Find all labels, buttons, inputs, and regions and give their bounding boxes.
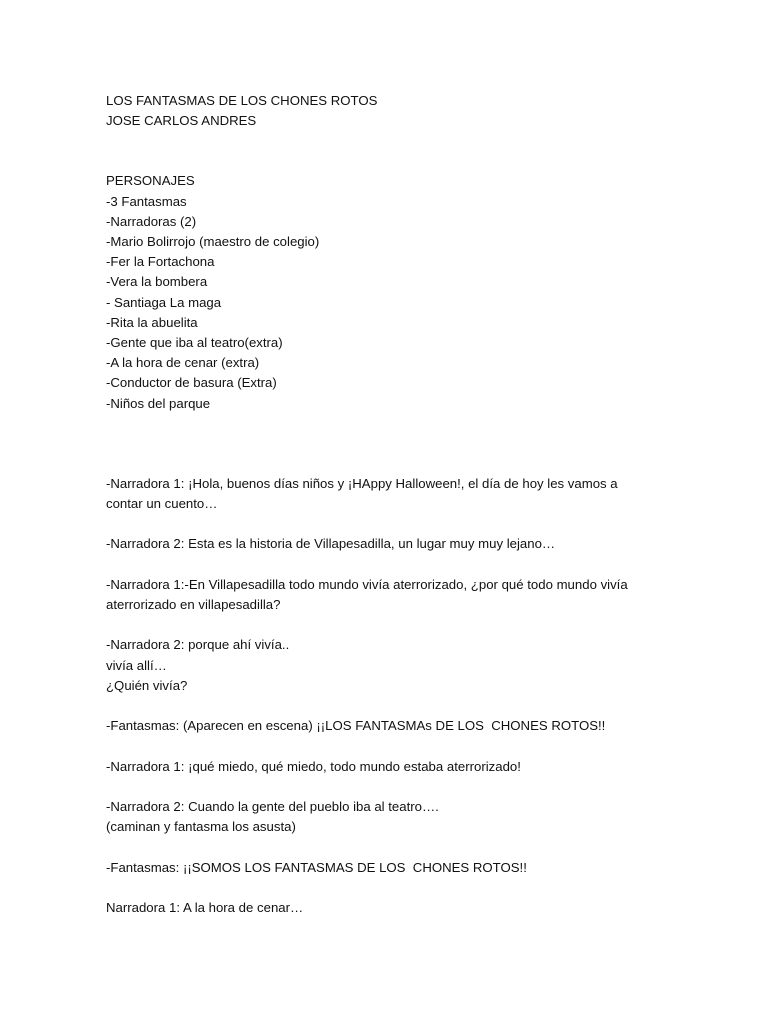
dialogue-line: -Narradora 2: Esta es la historia de Villapesadilla, un lugar muy muy lejano…: [106, 536, 556, 552]
dialogue-paragraph: [106, 858, 666, 878]
dialogue-paragraph: [106, 898, 666, 918]
cast-item: -Vera la bombera: [106, 274, 208, 290]
cast-item: -Conductor de basura (Extra): [106, 375, 277, 391]
cast-list: [106, 192, 666, 414]
dialogue-line: -Narradora 2: Cuando la gente del pueblo iba al teatro….: [106, 799, 439, 814]
dialogue-paragraph: [106, 757, 666, 777]
cast-item: -3 Fantasmas: [106, 193, 187, 209]
cast-item: -Gente que iba al teatro(extra): [106, 335, 283, 351]
dialogue-line: -Narradora 2: porque ahí vivía..: [106, 637, 290, 653]
cast-item: - Santiaga La maga: [106, 294, 222, 310]
dialogue-paragraph: [106, 797, 666, 837]
cast-item: -Narradoras (2): [106, 213, 197, 229]
cast-heading: PERSONAJES: [106, 173, 195, 189]
dialogue-line: aterrorizado en villapesadilla?: [106, 597, 281, 613]
dialogue-line: -Narradora 1: ¡qué miedo, qué miedo, todo mundo estaba aterrorizado!: [106, 758, 521, 774]
dialogue-line: (caminan y fantasma los asusta): [106, 819, 296, 835]
dialogue-paragraph: [106, 575, 666, 615]
dialogue-line: vivía allí…: [106, 657, 167, 673]
dialogue-line: contar un cuento…: [106, 496, 218, 512]
document-body: [106, 91, 666, 918]
cast-item: -Niños del parque: [106, 395, 211, 411]
document-title: LOS FANTASMAS DE LOS CHONES ROTOS: [106, 93, 378, 108]
cast-item: -Mario Bolirrojo (maestro de colegio): [106, 234, 320, 250]
dialogue-paragraph: [106, 474, 666, 514]
dialogue-line: -Fantasmas: (Aparecen en escena) ¡¡LOS FANTASMAs DE LOS CHONES ROTOS!!: [106, 718, 606, 734]
dialogue-line: ¿Quién vivía?: [106, 677, 188, 693]
document-author: JOSE CARLOS ANDRES: [106, 113, 257, 129]
dialogue-paragraph: [106, 534, 666, 554]
dialogue-paragraph: [106, 635, 666, 696]
cast-item: -A la hora de cenar (extra): [106, 355, 260, 371]
dialogue-line: Narradora 1: A la hora de cenar…: [106, 899, 304, 915]
cast-item: -Fer la Fortachona: [106, 254, 215, 270]
dialogue-line: -Fantasmas: ¡¡SOMOS LOS FANTASMAS DE LOS CHONES ROTOS!!: [106, 859, 527, 875]
dialogue-line: -Narradora 1:-En Villapesadilla todo mundo vivía aterrorizado, ¿por qué todo mundo vivía: [106, 576, 628, 592]
dialogue-line: -Narradora 1: ¡Hola, buenos días niños y ¡HAppy Halloween!, el día de hoy les vamos a: [106, 475, 618, 491]
dialogue-paragraph: [106, 716, 666, 736]
cast-item: -Rita la abuelita: [106, 314, 198, 330]
dialogue: [106, 474, 666, 918]
